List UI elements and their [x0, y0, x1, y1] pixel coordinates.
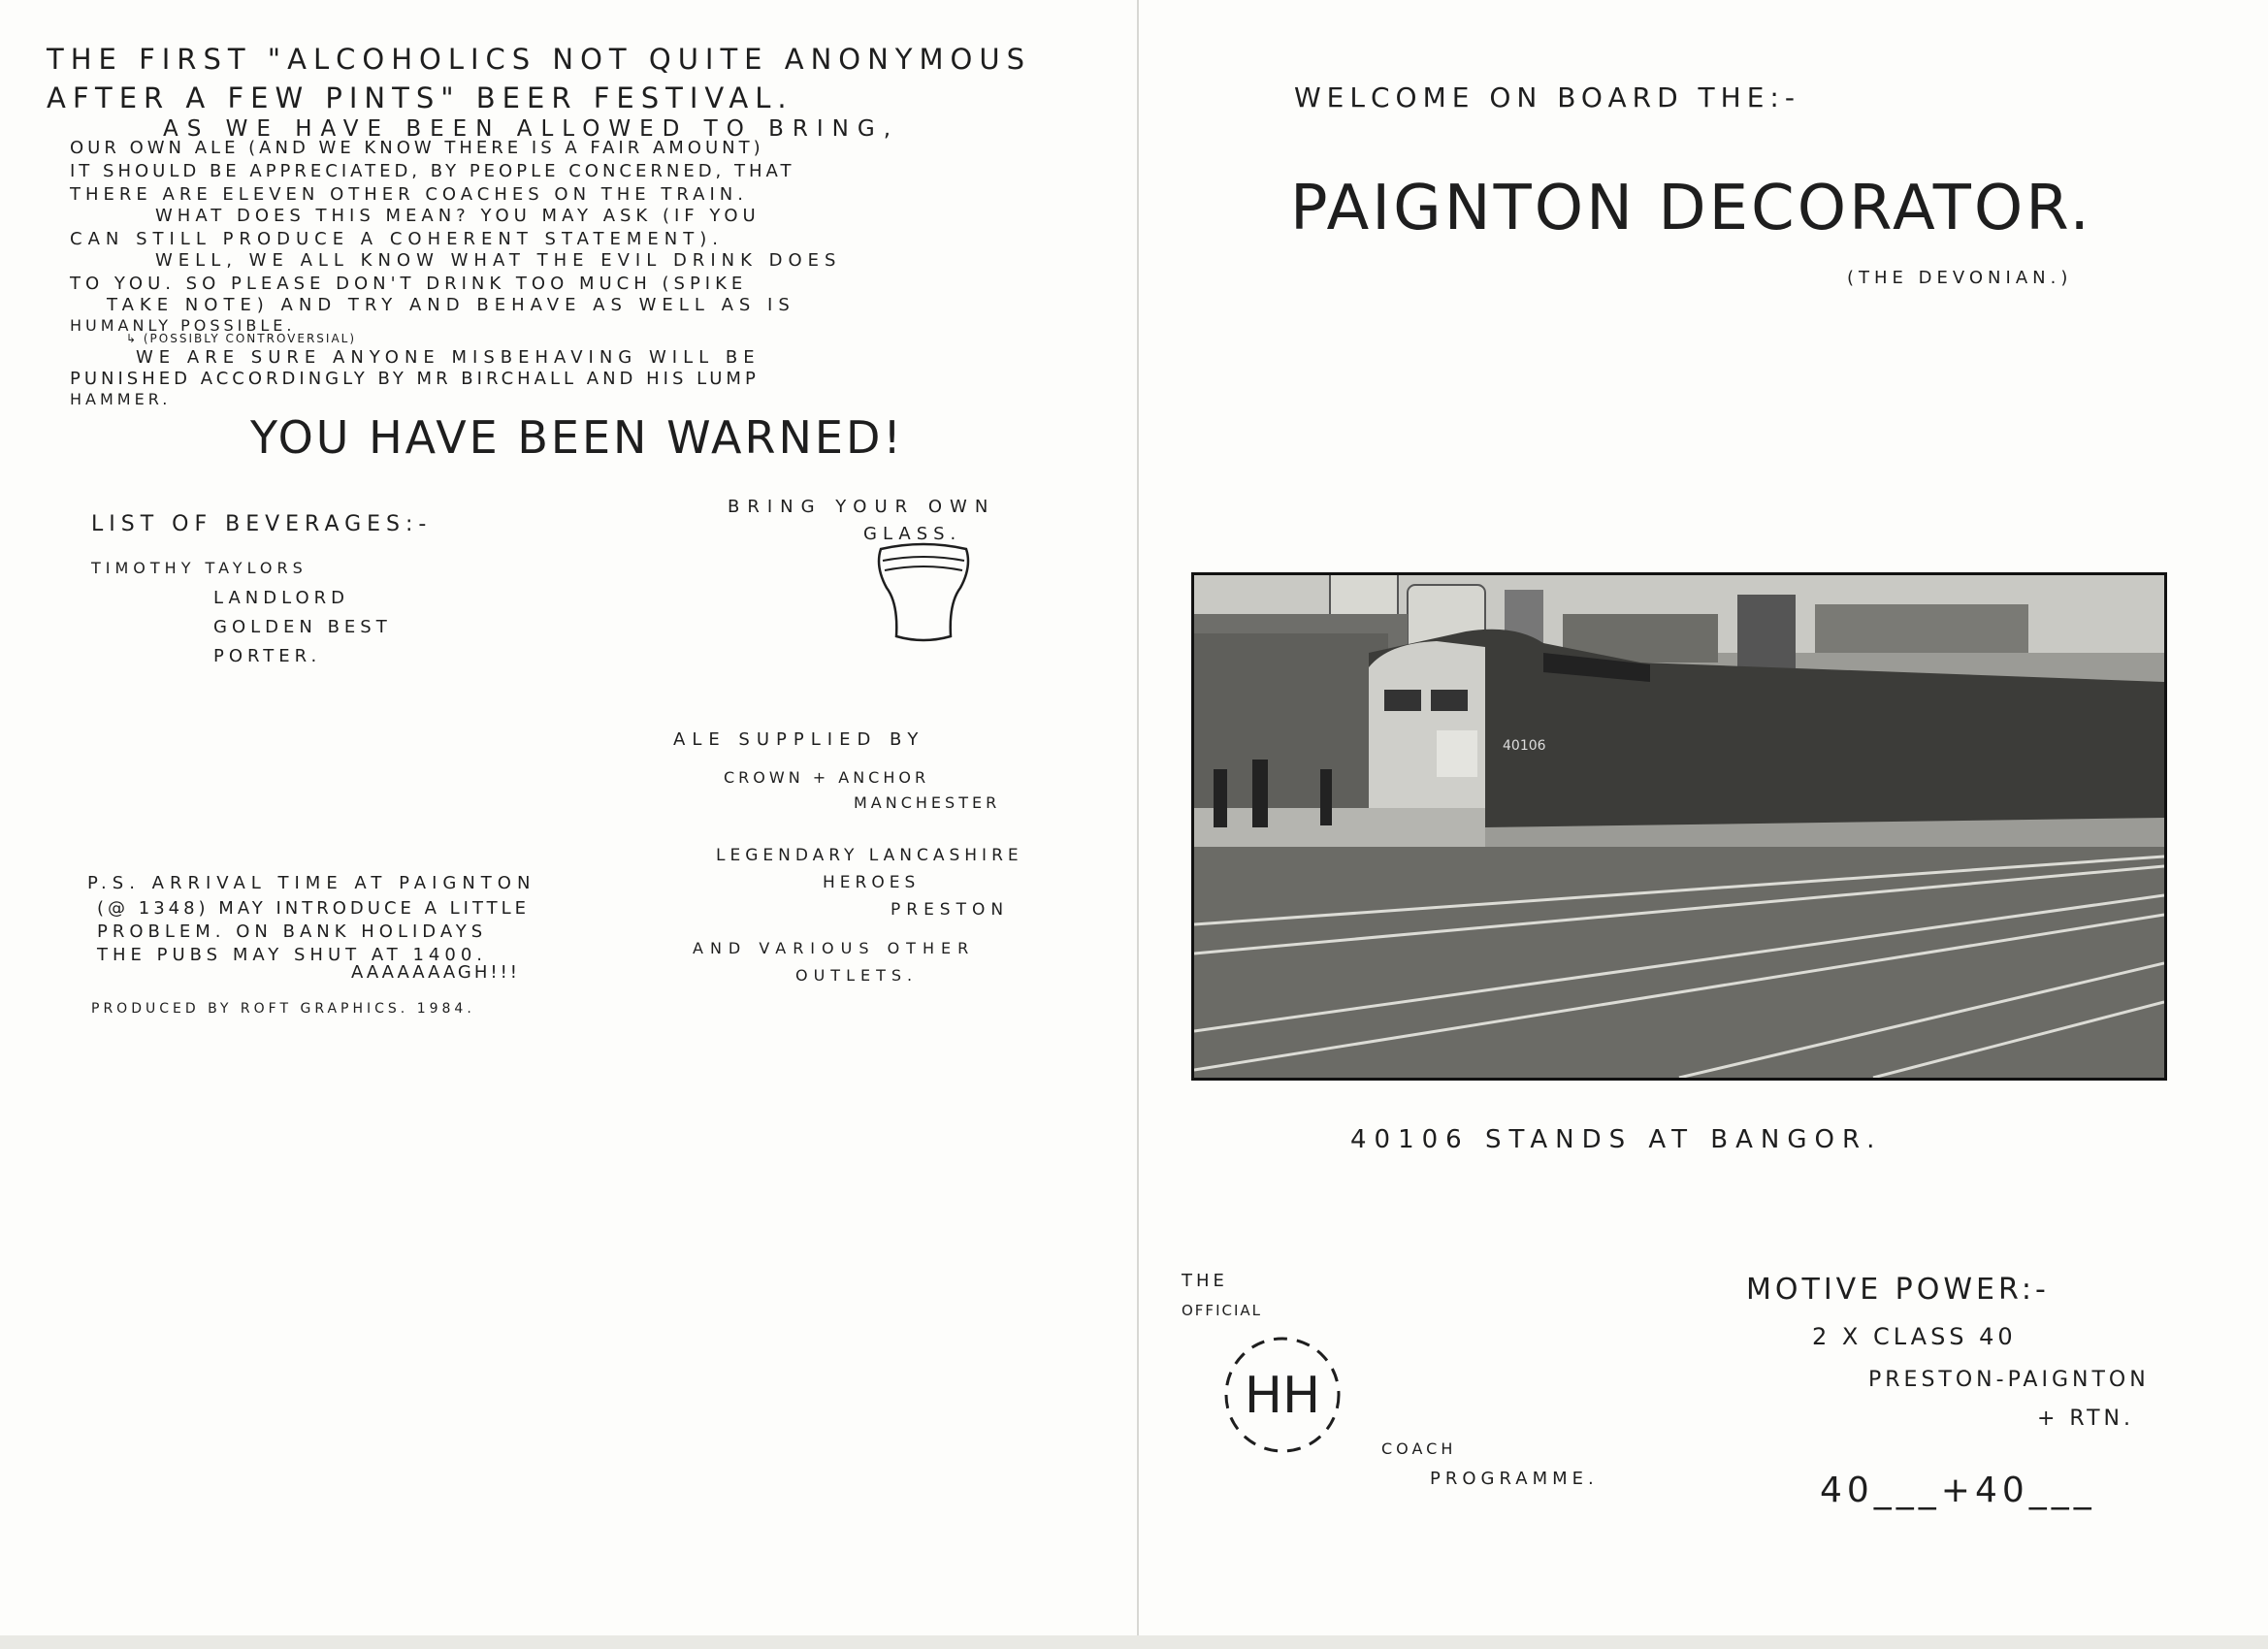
locomotive-photo-graphic: [1194, 575, 2164, 1078]
beverage-item: TIMOTHY TAYLORS: [91, 559, 308, 577]
intro-line: AFTER A FEW PINTS" BEER FESTIVAL.: [47, 81, 794, 114]
intro-line: THE FIRST "ALCOHOLICS NOT QUITE ANONYMOUS: [47, 43, 1031, 76]
scan-bottom-edge: [0, 1635, 2268, 1649]
logo-official: OFFICIAL: [1182, 1302, 1263, 1319]
intro-line: PUNISHED ACCORDINGLY BY MR BIRCHALL AND HIS LUMP: [70, 369, 760, 389]
logo-coach: COACH: [1381, 1439, 1457, 1458]
beverage-item: PORTER.: [213, 646, 322, 666]
intro-line: HUMANLY POSSIBLE.: [70, 316, 296, 335]
loco-number-blanks: 40___+40___: [1820, 1471, 2096, 1510]
logo-the: THE: [1182, 1271, 1228, 1291]
produced-by: PRODUCED BY ROFT GRAPHICS. 1984.: [91, 1001, 475, 1017]
locomotive-photo: [1191, 572, 2167, 1081]
supplier-line: OUTLETS.: [795, 966, 919, 985]
glass-note: GLASS.: [863, 524, 962, 544]
logo-mark: HH: [1244, 1367, 1321, 1425]
supplier-line: AND VARIOUS OTHER: [693, 939, 976, 957]
left-panel: [0, 0, 1137, 1635]
right-panel: [1139, 0, 2268, 1635]
logo-programme: PROGRAMME.: [1430, 1469, 1599, 1489]
intro-line: TO YOU. SO PLEASE DON'T DRINK TOO MUCH (SPIKE: [70, 274, 748, 294]
photo-caption: 40106 STANDS AT BANGOR.: [1350, 1125, 1883, 1154]
intro-line: TAKE NOTE) AND TRY AND BEHAVE AS WELL AS IS: [107, 295, 795, 315]
intro-note: ↳ (POSSIBLY CONTROVERSIAL): [126, 332, 357, 345]
ps-line: PROBLEM. ON BANK HOLIDAYS: [97, 922, 488, 942]
beverages-title: LIST OF BEVERAGES:-: [91, 512, 433, 536]
loco-number-label: 40106: [1503, 738, 1546, 754]
beverage-item: GOLDEN BEST: [213, 617, 392, 637]
welcome-line: WELCOME ON BOARD THE:-: [1294, 81, 1800, 113]
supplier-line: HEROES: [823, 873, 921, 892]
hh-logo-icon: [1216, 1329, 1348, 1461]
page-subtitle: (THE DEVONIAN.): [1847, 268, 2073, 288]
ps-line: (@ 1348) MAY INTRODUCE A LITTLE: [97, 898, 531, 919]
supplier-line: MANCHESTER: [854, 793, 1001, 812]
motive-power-title: MOTIVE POWER:-: [1746, 1273, 2050, 1307]
motive-line: PRESTON-PAIGNTON: [1868, 1368, 2150, 1392]
pint-glass-icon: [859, 539, 988, 654]
intro-line: CAN STILL PRODUCE A COHERENT STATEMENT).: [70, 229, 724, 249]
glass-note: BRING YOUR OWN: [728, 497, 996, 517]
intro-line: WHAT DOES THIS MEAN? YOU MAY ASK (IF YOU: [155, 206, 761, 226]
motive-line: 2 X CLASS 40: [1812, 1323, 2017, 1350]
ps-line: AAAAAAAGH!!!: [351, 962, 521, 983]
beverage-item: LANDLORD: [213, 588, 350, 608]
supplier-line: CROWN + ANCHOR: [724, 768, 930, 787]
warning-heading: YOU HAVE BEEN WARNED!: [250, 411, 904, 464]
intro-line: THERE ARE ELEVEN OTHER COACHES ON THE TRAIN.: [70, 184, 748, 205]
intro-line: HAMMER.: [70, 390, 172, 408]
intro-line: OUR OWN ALE (AND WE KNOW THERE IS A FAIR AMOUNT): [70, 138, 764, 158]
intro-line: IT SHOULD BE APPRECIATED, BY PEOPLE CONCERNED, THAT: [70, 161, 795, 181]
page-title: PAIGNTON DECORATOR.: [1290, 173, 2092, 244]
ps-line: P.S. ARRIVAL TIME AT PAIGNTON: [87, 873, 536, 893]
ps-line: THE PUBS MAY SHUT AT 1400.: [97, 945, 488, 965]
ale-supplied-title: ALE SUPPLIED BY: [673, 729, 925, 750]
intro-line: AS WE HAVE BEEN ALLOWED TO BRING,: [163, 116, 900, 142]
intro-line: WE ARE SURE ANYONE MISBEHAVING WILL BE: [136, 347, 761, 368]
motive-line: + RTN.: [2037, 1406, 2135, 1431]
supplier-line: LEGENDARY LANCASHIRE: [716, 846, 1023, 865]
intro-line: WELL, WE ALL KNOW WHAT THE EVIL DRINK DOES: [155, 250, 842, 271]
supplier-line: PRESTON: [891, 900, 1010, 920]
